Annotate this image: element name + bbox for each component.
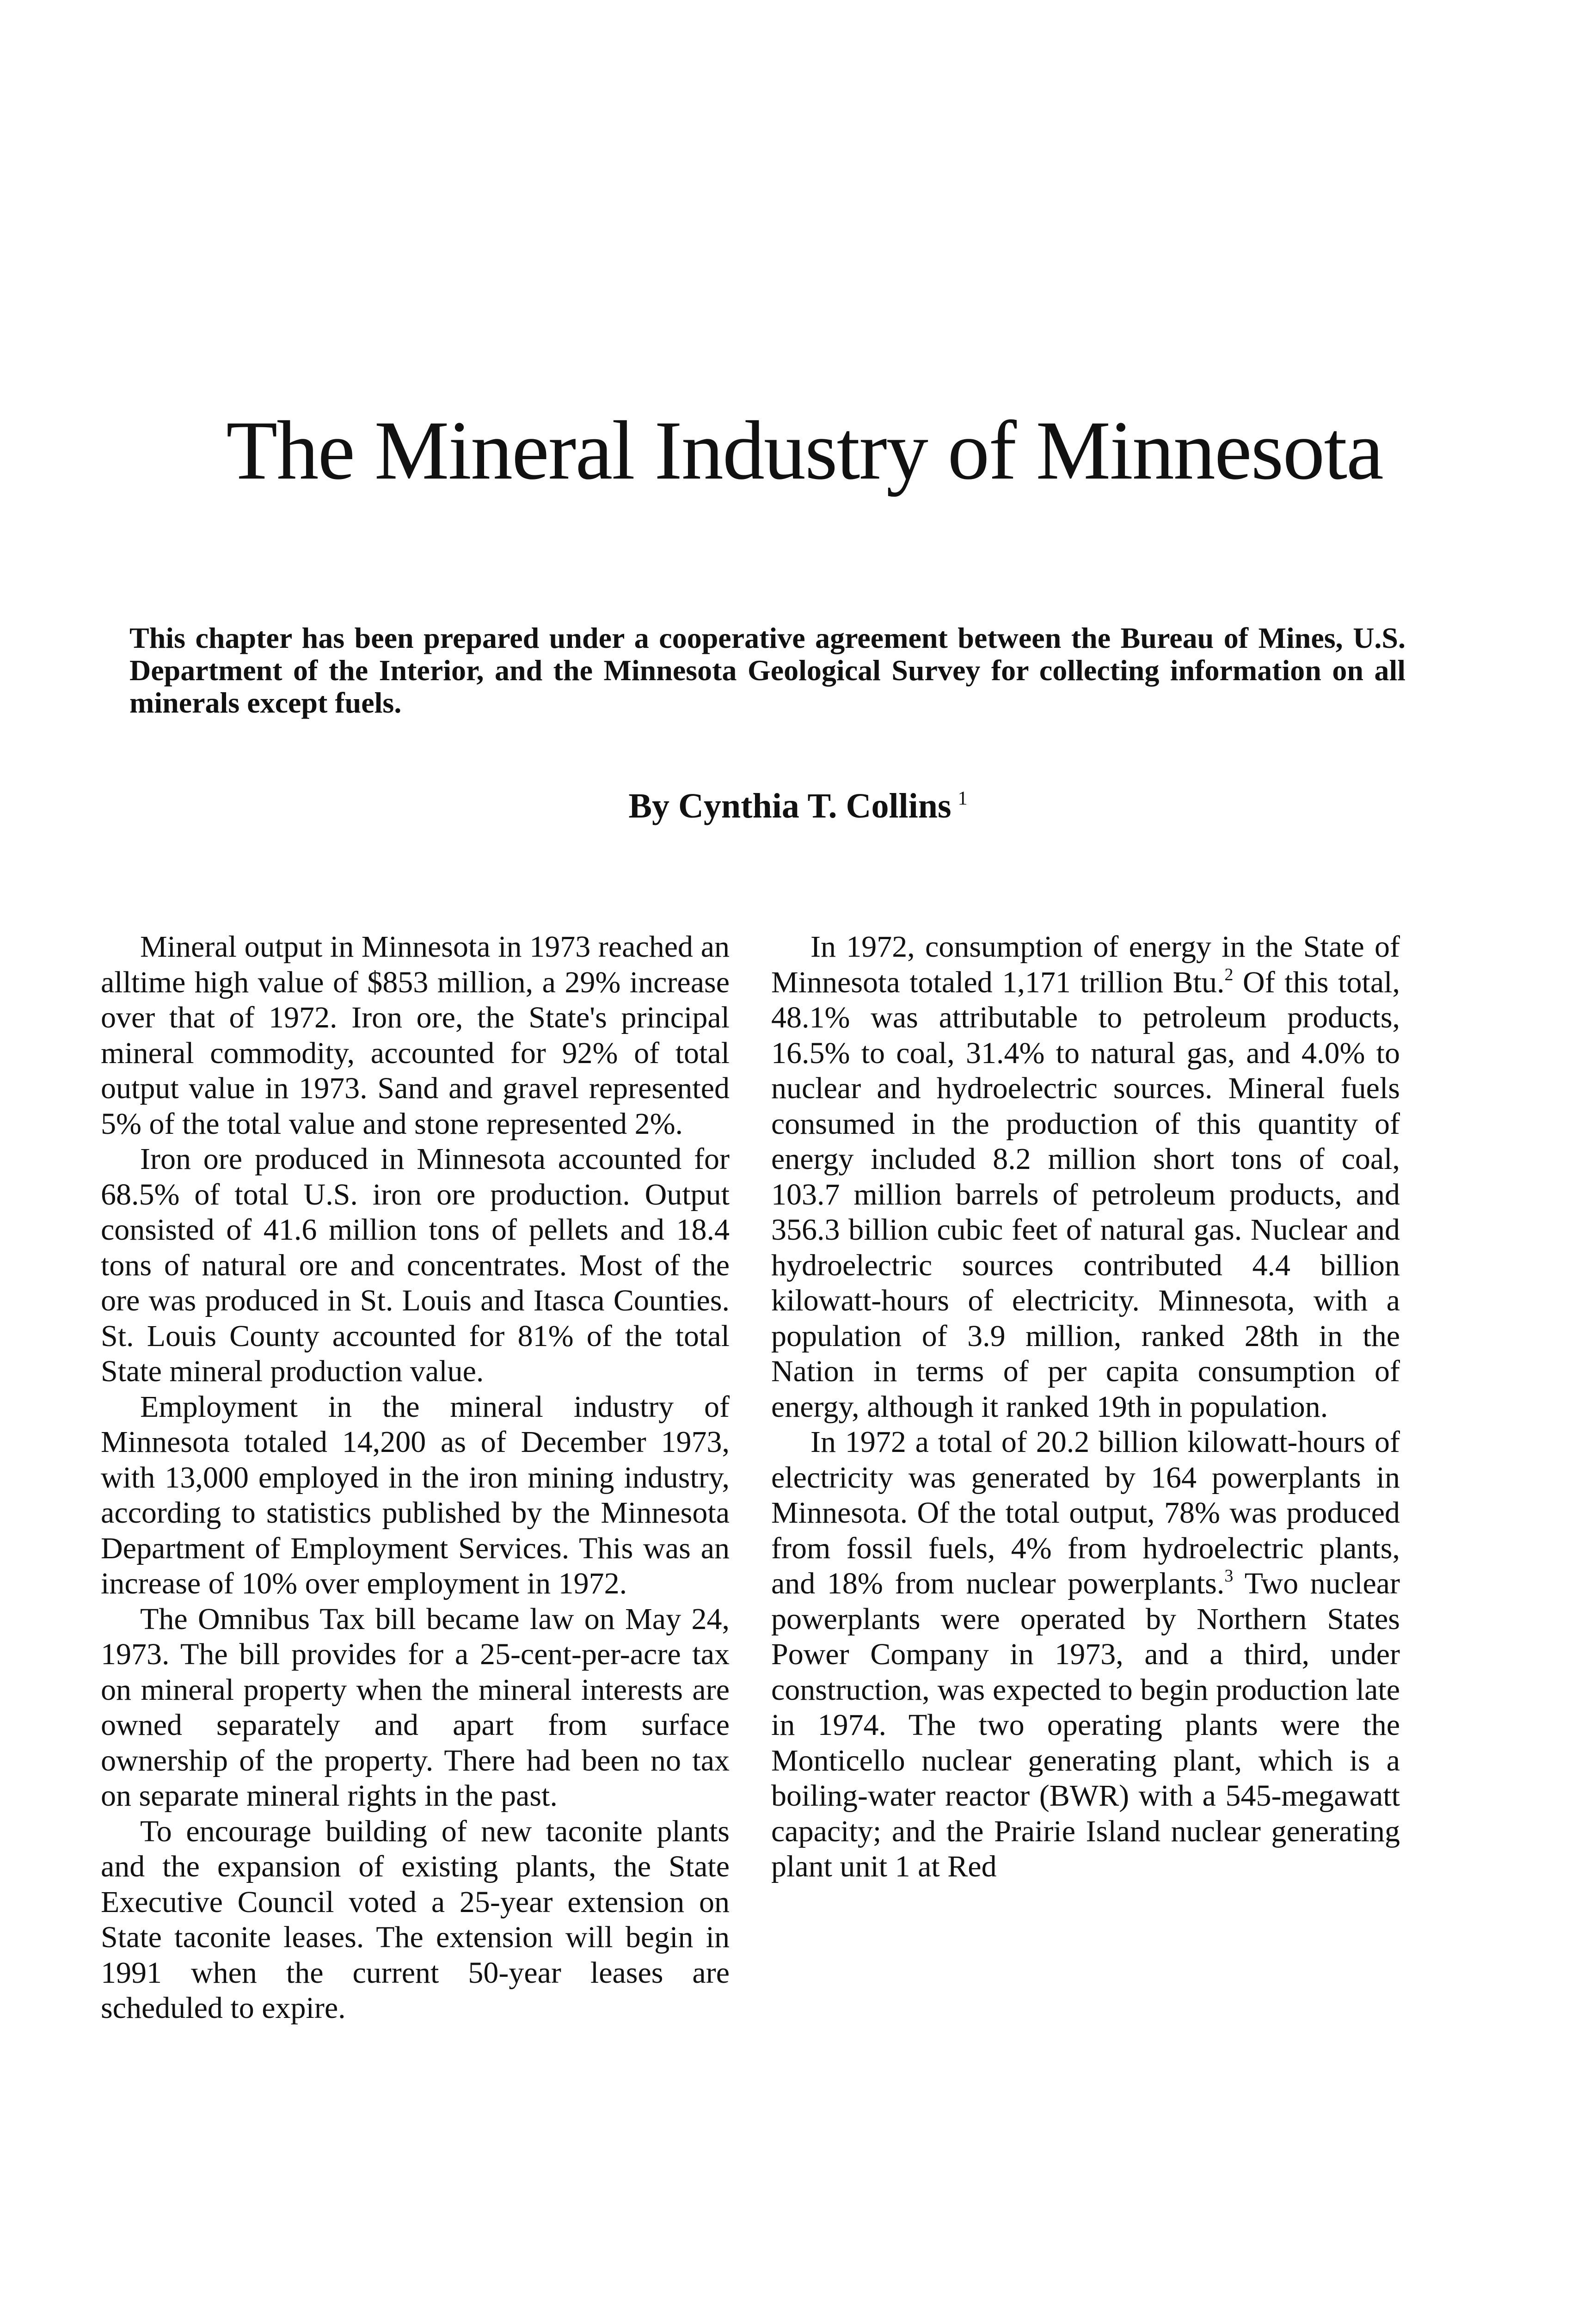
paragraph-taconite-leases: To encourage building of new taconite plants and the expansion of existing plants, the State Executive Council voted a 25-year extension on State taconite leases. The extension will begin in 1991 when the current 50-year leases are scheduled to expire. xyxy=(101,1814,730,2025)
energy-text-b: Of this total, 48.1% was attributable to petroleum products, 16.5% to coal, 31.4% to natural gas, and 4.0% to nuclear and hydroelectric sources. Mineral fuels consumed in the production of this quantity of energy included 8.2 million short tons of coal, 103.7 million barrels of petroleum products, and 356.3 billion cubic feet of natural gas. Nuclear and hydroelectric sources contributed 4.4 billion kilowatt-hours of electricity. Minnesota, with a population of 3.9 million, ranked 28th in the Nation in terms of per capita consumption of energy, although it ranked 19th in population. xyxy=(771,965,1400,1424)
energy-text-a: In 1972, consumption of energy in the State of Minnesota totaled 1,171 trillion Btu. xyxy=(771,930,1400,999)
paragraph-electricity xyxy=(771,1425,1400,1885)
left-column xyxy=(101,929,730,2026)
footnote-ref-2: 2 xyxy=(1224,965,1234,984)
paragraph-iron-ore: Iron ore produced in Minnesota accounted for 68.5% of total U.S. iron ore production. Output consisted of 41.6 million tons of pellets and 18.4 tons of natural ore and concentrates. Most of the ore was produced in St. Louis and Itasca Counties. St. Louis County accounted for 81% of the total State mineral production value. xyxy=(101,1142,730,1388)
author-name: By Cynthia T. Collins xyxy=(628,787,951,825)
electricity-text-b: Two nuclear powerplants were operated by Northern States Power Company in 1973, and a third, under construction, was expected to begin production late in 1974. The two operating plants were the Monticello nuclear generating plant, which is a boiling-water reactor (BWR) with a 545-megawatt capacity; and the Prairie Island nuclear generating plant unit 1 at Red xyxy=(771,1567,1400,1883)
paragraph-employment: Employment in the mineral industry of Minnesota totaled 14,200 as of December 1973, with 13,000 employed in the iron mining industry, according to statistics published by the Minnesota Department of Employment Services. This was an increase of 10% over employment in 1972. xyxy=(101,1390,730,1600)
author-byline xyxy=(0,786,1596,826)
paragraph-energy-consumption xyxy=(771,929,1400,1425)
preface-note: This chapter has been prepared under a cooperative agreement between the Bureau of Mines, U.S. Department of the Interior, and the Minnesota Geological Survey for collecting information on all minerals except fuels. xyxy=(129,621,1406,719)
paragraph-omnibus-tax: The Omnibus Tax bill became law on May 24, 1973. The bill provides for a 25-cent-per-acre tax on mineral property when the mineral interests are owned separately and apart from surface ownership of the property. There had been no tax on separate mineral rights in the past. xyxy=(101,1602,730,1813)
footnote-ref-3: 3 xyxy=(1224,1566,1234,1586)
right-column xyxy=(771,929,1400,1885)
page-title: The Mineral Industry of Minnesota xyxy=(226,404,1383,497)
paragraph-mineral-output: Mineral output in Minnesota in 1973 reached an alltime high value of $853 million, a 29% increase over that of 1972. Iron ore, the State's principal mineral commodity, accounted for 92% of total output value in 1973. Sand and gravel represented 5% of the total value and stone represented 2%. xyxy=(101,930,730,1141)
electricity-text-a: In 1972 a total of 20.2 billion kilowatt-hours of electricity was generated by 164 powerplants in Minnesota. Of the total output, 78% was produced from fossil fuels, 4% from hydroelectric plants, and 18% from nuclear powerplants. xyxy=(771,1425,1400,1600)
byline-footnote-ref: 1 xyxy=(958,788,968,809)
